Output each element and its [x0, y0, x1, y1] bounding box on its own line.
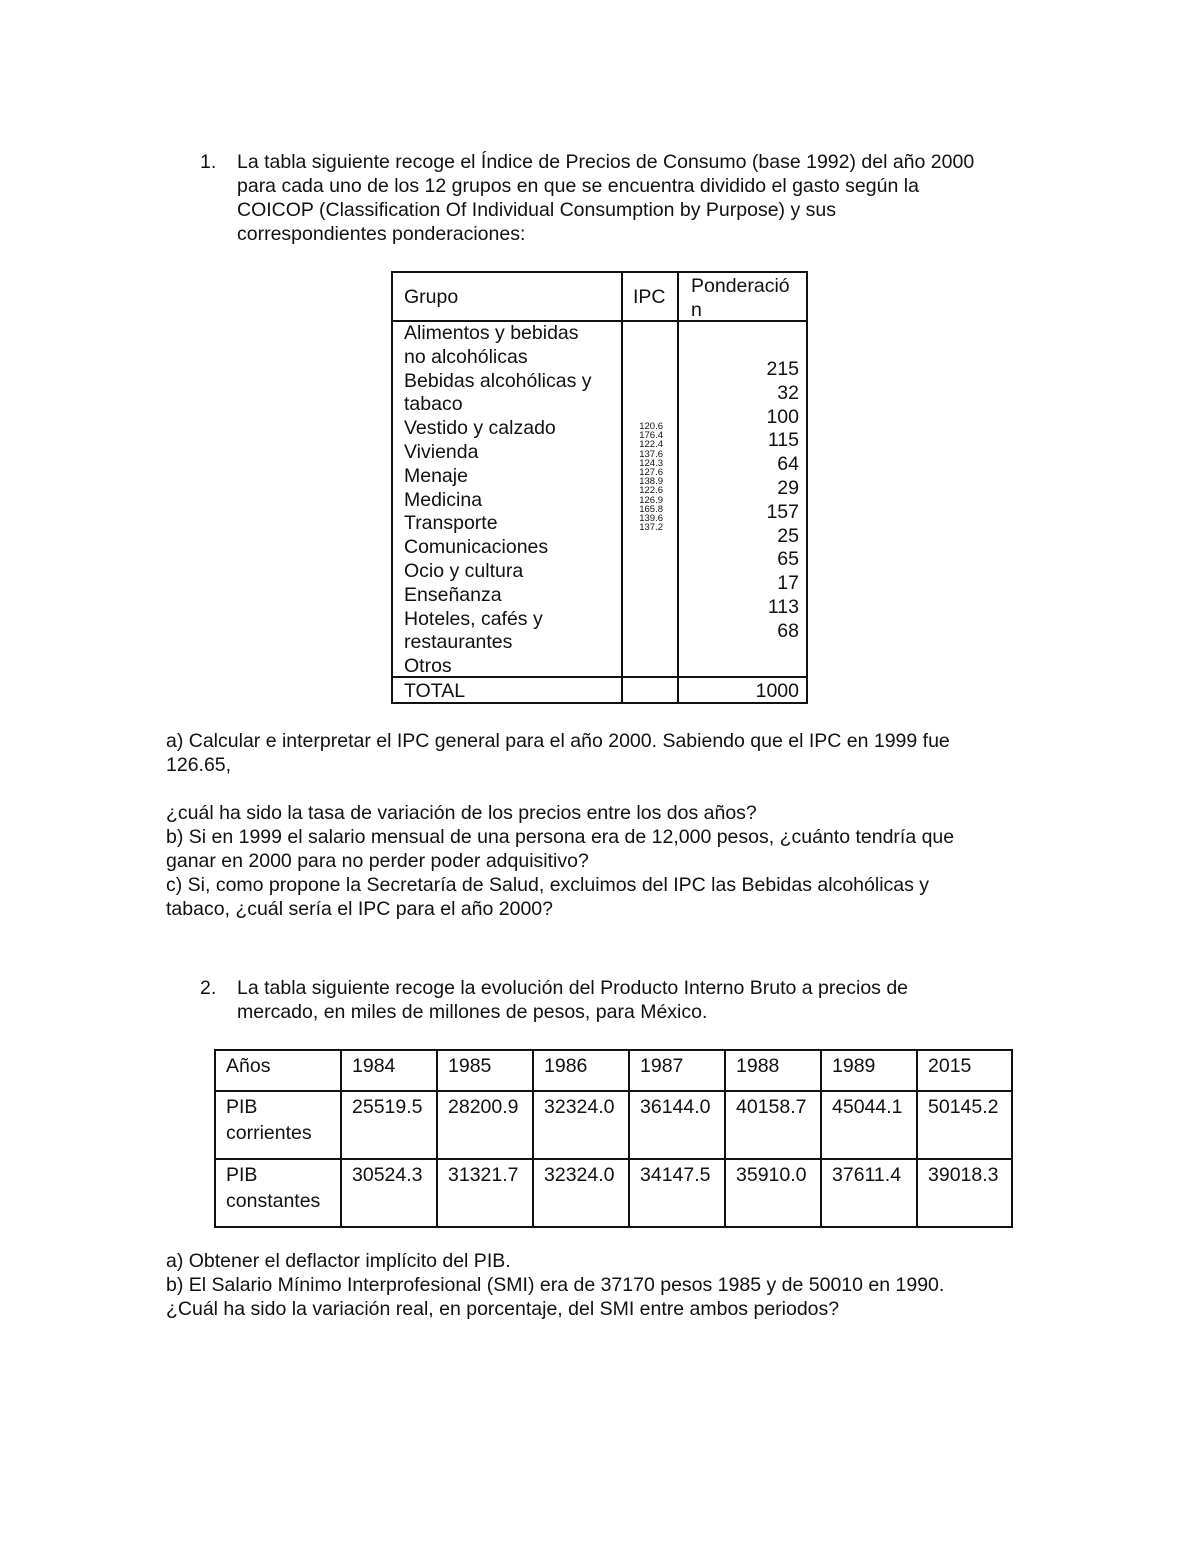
- subquestion-line: ¿cuál ha sido la tasa de variación de los precios entre los dos años?: [166, 802, 757, 824]
- ipc-value: 127.6: [639, 466, 663, 478]
- question-1-statement: [237, 150, 1037, 246]
- subquestion-line: ganar en 2000 para no perder poder adquisitivo?: [166, 850, 589, 872]
- year-header: 1988: [725, 1050, 821, 1091]
- header-grupo: Grupo: [404, 286, 459, 308]
- table-cell: 28200.9: [437, 1091, 533, 1159]
- question-2-subquestions: [166, 1249, 1066, 1321]
- subquestion-line: ¿Cuál ha sido la variación real, en porcentaje, del SMI entre ambos periodos?: [166, 1298, 840, 1320]
- ponderacion-value: 100: [766, 405, 799, 428]
- table-cell: 45044.1: [821, 1091, 917, 1159]
- group-line: Hoteles, cafés y: [404, 607, 543, 630]
- group-line: restaurantes: [404, 631, 513, 654]
- group-line: Vestido y calzado: [404, 417, 556, 440]
- table-divider: [621, 273, 623, 702]
- ponderacion-value: 215: [766, 358, 799, 380]
- group-line: tabaco: [404, 393, 463, 416]
- ponderacion-value: 29: [777, 476, 799, 499]
- blank-line: [166, 777, 1046, 801]
- question-1-subquestions: [166, 729, 1046, 921]
- subquestion-line: b) Si en 1999 el salario mensual de una persona era de 12,000 pesos, ¿cuánto tendría que: [166, 826, 955, 848]
- ponderacion-value: 65: [777, 548, 799, 571]
- table-header-row: [215, 1050, 1012, 1091]
- table-cell: 35910.0: [725, 1159, 821, 1227]
- subquestion-line: a) Calcular e interpretar el IPC general para el año 2000. Sabiendo que el IPC en 1999 fue: [166, 730, 950, 752]
- ipc-value: 122.6: [639, 485, 663, 497]
- year-header: 1984: [341, 1050, 437, 1091]
- ipc-value: 122.4: [639, 439, 663, 451]
- ipc-value: 137.2: [639, 522, 663, 534]
- year-header: 1985: [437, 1050, 533, 1091]
- group-line: Alimentos y bebidas: [404, 322, 579, 344]
- subquestion-line: tabaco, ¿cuál sería el IPC para el año 2000?: [166, 898, 553, 920]
- table-cell: 50145.2: [917, 1091, 1012, 1159]
- question-2-number: 2.: [200, 977, 217, 999]
- ponderacion-value: 68: [777, 619, 799, 642]
- ipc-value: 138.9: [639, 476, 663, 488]
- question-1-number: 1.: [200, 151, 217, 173]
- year-header: 1989: [821, 1050, 917, 1091]
- ponderacion-value: 64: [777, 453, 799, 476]
- row-label: PIB corrientes: [215, 1091, 341, 1159]
- total-label: TOTAL: [404, 680, 466, 702]
- question-1-line: correspondientes ponderaciones:: [237, 223, 526, 245]
- ponderacion-value: 115: [767, 429, 799, 452]
- table-row: [215, 1091, 1012, 1159]
- ponderacion-value: 157: [766, 500, 799, 523]
- pib-table: [214, 1049, 1013, 1228]
- ipc-table: [391, 271, 808, 704]
- group-line: Medicina: [404, 488, 483, 511]
- group-line: Menaje: [404, 464, 468, 487]
- group-list: [404, 322, 592, 679]
- header-ponderacion-line: n: [691, 299, 702, 321]
- ponderacion-value: 17: [777, 572, 799, 595]
- ipc-value: 139.6: [639, 512, 663, 524]
- subquestion-line: b) El Salario Mínimo Interprofesional (SMI) era de 37170 pesos 1985 y de 50010 en 1990.: [166, 1274, 945, 1296]
- ipc-value: 124.3: [639, 457, 663, 469]
- table-cell: 32324.0: [533, 1159, 629, 1227]
- question-1-line: COICOP (Classification Of Individual Consumption by Purpose) y sus: [237, 199, 836, 221]
- subquestion-line: 126.65,: [166, 754, 232, 776]
- table-divider: [677, 273, 679, 702]
- header-anos: Años: [215, 1050, 341, 1091]
- group-line: Bebidas alcohólicas y: [404, 369, 592, 392]
- table-cell: 37611.4: [821, 1159, 917, 1227]
- table-cell: 30524.3: [341, 1159, 437, 1227]
- table-cell: 36144.0: [629, 1091, 725, 1159]
- question-2-line: La tabla siguiente recoge la evolución del Producto Interno Bruto a precios de: [237, 977, 909, 999]
- subquestion-line: a) Obtener el deflactor implícito del PIB.: [166, 1250, 511, 1272]
- group-line: Ocio y cultura: [404, 559, 524, 582]
- header-ipc: IPC: [633, 286, 666, 308]
- header-ponderacion-line: Ponderació: [691, 275, 790, 297]
- subquestion-line: c) Si, como propone la Secretaría de Salud, excluimos del IPC las Bebidas alcohólicas y: [166, 874, 930, 896]
- question-1-line: para cada uno de los 12 grupos en que se encuentra dividido el gasto según la: [237, 175, 919, 197]
- ponderacion-value: 32: [777, 381, 799, 404]
- table-cell: 40158.7: [725, 1091, 821, 1159]
- group-line: Otros: [404, 655, 452, 678]
- ponderacion-values: [685, 358, 799, 644]
- ponderacion-value: 113: [767, 595, 799, 618]
- total-value: 1000: [755, 680, 799, 702]
- table-cell: 25519.5: [341, 1091, 437, 1159]
- table-cell: 32324.0: [533, 1091, 629, 1159]
- group-line: Vivienda: [404, 440, 479, 463]
- table-cell: 34147.5: [629, 1159, 725, 1227]
- ipc-values: [629, 422, 663, 532]
- group-line: Enseñanza: [404, 583, 502, 606]
- ipc-value: 126.9: [639, 494, 663, 506]
- question-1-line: La tabla siguiente recoge el Índice de Precios de Consumo (base 1992) del año 2000: [237, 151, 975, 173]
- group-line: no alcohólicas: [404, 345, 528, 368]
- ipc-value: 137.6: [639, 448, 663, 460]
- year-header: 2015: [917, 1050, 1012, 1091]
- table-cell: 39018.3: [917, 1159, 1012, 1227]
- question-2-line: mercado, en miles de millones de pesos, para México.: [237, 1001, 708, 1023]
- ipc-value: 120.6: [639, 421, 663, 432]
- table-cell: 31321.7: [437, 1159, 533, 1227]
- group-line: Transporte: [404, 512, 498, 535]
- ipc-value: 176.4: [639, 430, 663, 442]
- year-header: 1987: [629, 1050, 725, 1091]
- ipc-value: 165.8: [639, 503, 663, 515]
- row-label: PIB constantes: [215, 1159, 341, 1227]
- table-row: [215, 1159, 1012, 1227]
- group-line: Comunicaciones: [404, 536, 549, 559]
- year-header: 1986: [533, 1050, 629, 1091]
- question-2-statement: [237, 976, 1037, 1024]
- header-ponderacion: [691, 274, 790, 322]
- ponderacion-value: 25: [777, 524, 799, 547]
